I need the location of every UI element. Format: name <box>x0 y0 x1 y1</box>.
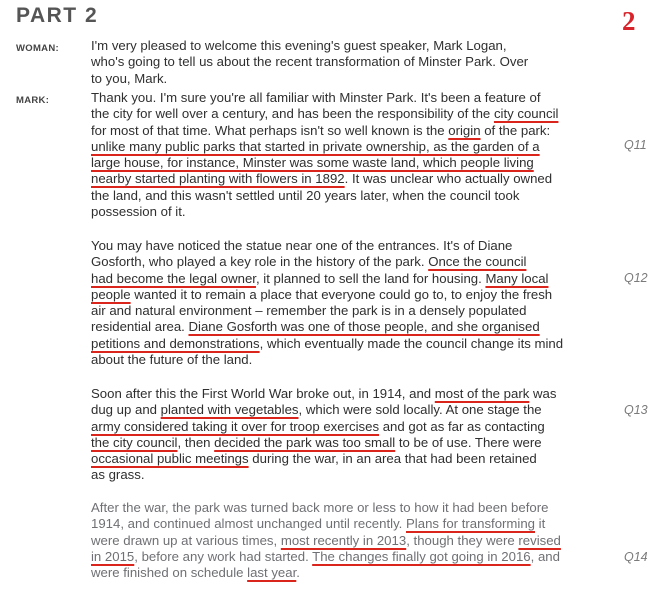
underlined-answer-text: city council <box>493 106 559 122</box>
text-line <box>91 451 601 467</box>
text-line <box>91 54 601 70</box>
underlined-answer-text: Diane Gosforth was one of those people, and she organised <box>188 319 540 335</box>
text-line <box>91 352 601 368</box>
text-segment: , and <box>530 548 560 564</box>
text-segment: for most of that time. What perhaps isn't so well known is the <box>91 122 449 138</box>
text-segment: After the war, the park was turned back more or less to how it had been before <box>91 500 549 515</box>
question-label-q12: Q12 <box>624 271 648 285</box>
text-segment: , before any work had started. <box>134 548 313 564</box>
text-segment: , though they were <box>406 532 519 548</box>
text-segment: who's going to tell us about the recent transformation of Minster Park. Over <box>91 54 529 70</box>
text-segment: about the future of the land. <box>91 352 253 368</box>
text-line <box>91 419 601 435</box>
underlined-answer-text: unlike many public parks that started in private ownership, as the garden of a <box>91 138 540 154</box>
text-line <box>91 287 601 303</box>
question-label-q13: Q13 <box>624 403 648 417</box>
text-segment: and got as far as contacting <box>379 418 545 434</box>
text-line <box>91 188 601 204</box>
underlined-answer-text: people <box>91 286 131 302</box>
text-segment: possession of it. <box>91 204 186 220</box>
underlined-answer-text: last year <box>247 565 297 581</box>
text-segment: were drawn up at various times, <box>91 532 281 548</box>
underlined-answer-text: the city council <box>91 434 178 450</box>
text-line <box>91 38 601 54</box>
text-segment: to you, Mark. <box>91 70 168 86</box>
paragraph-woman-intro <box>91 38 601 87</box>
text-segment: , it planned to sell the land for housing. <box>255 270 486 286</box>
text-line <box>91 303 601 319</box>
underlined-answer-text: had become the legal owner <box>91 270 256 286</box>
text-segment: air and natural environment – remember the park is in a densely populated <box>91 303 527 319</box>
underlined-answer-text: planted with vegetables <box>160 402 299 418</box>
text-line <box>91 533 601 549</box>
text-segment: , which eventually made the council change its mind <box>259 335 564 351</box>
text-segment: as grass. <box>91 467 145 483</box>
underlined-answer-text: large house, for instance, Minster was some waste land, which people living <box>91 155 534 171</box>
paragraph-diane-gosforth <box>91 238 601 368</box>
text-segment: during the war, in an area that had been retained <box>248 451 537 467</box>
underlined-answer-text: decided the park was too small <box>214 434 396 450</box>
handwritten-page-number: 2 <box>622 6 636 36</box>
text-line <box>91 155 601 171</box>
underlined-answer-text: occasional public meetings <box>91 451 249 467</box>
question-label-q11: Q11 <box>624 138 647 152</box>
text-line <box>91 204 601 220</box>
underlined-answer-text: petitions and demonstrations <box>91 335 260 351</box>
text-segment: residential area. <box>91 319 189 335</box>
text-line <box>91 238 601 254</box>
text-segment: Gosforth, who played a key role in the history of the park. <box>91 254 429 270</box>
text-line <box>91 386 601 402</box>
underlined-answer-text: Once the council <box>428 254 527 270</box>
text-segment: Soon after this the First World War broke out, in 1914, and <box>91 386 435 401</box>
text-line <box>91 106 601 122</box>
underlined-answer-text: The changes finally got going in 2016 <box>312 548 531 564</box>
text-line <box>91 71 601 87</box>
paragraph-transformation <box>91 500 601 581</box>
speaker-label-woman: WOMAN: <box>16 43 59 54</box>
underlined-answer-text: most of the park <box>434 386 530 401</box>
text-line <box>91 435 601 451</box>
text-line <box>91 123 601 139</box>
text-line <box>91 565 601 581</box>
text-segment: of the park: <box>480 122 551 138</box>
text-segment: the land, and this wasn't settled until 20 years later, when the council took <box>91 187 520 203</box>
underlined-answer-text: in 2015 <box>91 548 135 564</box>
underlined-answer-text: origin <box>448 122 481 138</box>
text-line <box>91 254 601 270</box>
underlined-answer-text: army considered taking it over for troop exercises <box>91 418 380 434</box>
text-line <box>91 271 601 287</box>
text-segment: You may have noticed the statue near one of the entrances. It's of Diane <box>91 238 513 253</box>
text-segment: it <box>535 516 546 532</box>
underlined-answer-text: Many local <box>485 270 549 286</box>
underlined-answer-text: most recently in 2013 <box>280 532 407 548</box>
text-segment: was <box>529 386 557 401</box>
text-line <box>91 171 601 187</box>
text-segment: Thank you. I'm sure you're all familiar with Minster Park. It's been a feature of <box>91 90 541 105</box>
speaker-label-mark: MARK: <box>16 95 50 106</box>
text-line <box>91 516 601 532</box>
text-line <box>91 549 601 565</box>
underlined-answer-text: nearby started planting with flowers in 1892 <box>91 171 345 187</box>
text-segment: were finished on schedule <box>91 565 248 581</box>
text-line <box>91 139 601 155</box>
text-segment: . It was unclear who actually owned <box>344 171 553 187</box>
text-segment: 1914, and continued almost unchanged until recently. <box>91 516 407 532</box>
part-title: PART 2 <box>16 4 99 27</box>
text-line <box>91 319 601 335</box>
text-segment: to be of use. There were <box>395 434 542 450</box>
text-line <box>91 90 601 106</box>
text-line <box>91 467 601 483</box>
question-label-q14: Q14 <box>624 550 648 564</box>
text-segment: . <box>296 565 300 581</box>
text-line <box>91 336 601 352</box>
text-segment: the city for well over a century, and has been the responsibility of the <box>91 106 494 122</box>
text-segment: dug up and <box>91 402 161 418</box>
text-segment: wanted it to remain a place that everyone could go to, to enjoy the fresh <box>130 286 553 302</box>
text-segment: , then <box>177 434 215 450</box>
paragraph-first-world-war <box>91 386 601 484</box>
text-line <box>91 500 601 516</box>
text-segment: I'm very pleased to welcome this evening's guest speaker, Mark Logan, <box>91 38 507 53</box>
underlined-answer-text: revised <box>518 532 561 548</box>
underlined-answer-text: Plans for transforming <box>406 516 536 532</box>
paragraph-park-origin <box>91 90 601 220</box>
text-line <box>91 402 601 418</box>
text-segment: , which were sold locally. At one stage the <box>298 402 542 418</box>
